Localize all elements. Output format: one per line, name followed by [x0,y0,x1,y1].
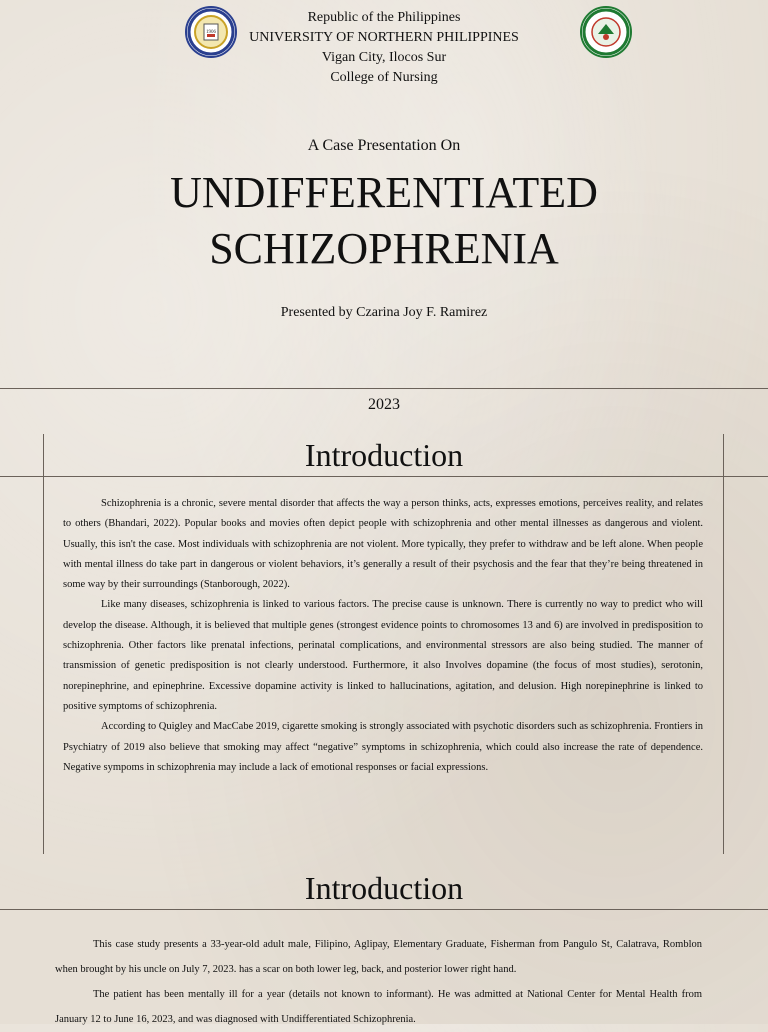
cover-page [0,0,768,434]
intro-heading-divider [0,476,768,477]
case-intro-paragraph: This case study presents a 33-year-old adult male, Filipino, Aglipay, Elementary Graduate, Fisherman from Pangulo St, Calatrava, Romblon when brought by his uncle on July 7, 2023. has a scar on both lower leg, back, and posterior lower right hand. [55,939,702,975]
intro-heading: Introduction [304,437,464,473]
college-of-nursing-seal-icon [580,6,632,58]
header-line-university: UNIVERSITY OF NORTHERN PHILIPPINES [249,30,519,45]
title-line-2: SCHIZOPHRENIA [209,224,559,273]
case-intro-body [55,932,702,1032]
intro-paragraph: Like many diseases, schizophrenia is linked to various factors. The precise cause is unknown. There is currently no way to predict who will develop the disease. Although, it is believed that multiple genes (strongest evidence points to chromosomes 13 and 6) are involved in predisposition to schizophrenia. Other factors like prenatal infections, perinatal complications, and environmental stressors are also being studied. The manner of transmission of genetic predisposition is not clearly understood. Furthermore, it also Involves dopamine (the focus of most studies), serotonin, norepinephrine, and epinephrine. Excessive dopamine activity is linked to hallucinations, agitation, and delusion. High norepinephrine is linked to positive symptoms of schizophrenia. [63,599,703,712]
case-intro-heading-divider [0,909,768,910]
intro-paragraph: According to Quigley and MacCabe 2019, cigarette smoking is strongly associated with psychotic disorders such as schizophrenia. Frontiers in Psychiatry of 2019 also believe that smoking may affect “negative” symptoms in schizophrenia, which could also increase the rate of dependence. Negative sympoms in schizophrenia may include a lack of emotional responses or facial expressions. [63,721,703,773]
intro-paragraph: Schizophrenia is a chronic, severe mental disorder that affects the way a person thinks, acts, expresses emotions, perceives reality, and relates to others (Bhandari, 2022). Popular books and movies often depict people with schizophrenia and other mental illnesses as dangerous and violent. Usually, this isn't the case. Most individuals with schizophrenia are not violent. More typically, they prefer to withdraw and be left alone. When people with mental illness do take part in dangerous or violent behaviors, it’s generally a result of their psychosis and the fear that they’re being threatened in some way by their surroundings (Stanborough, 2022). [63,498,703,591]
page-right-border [723,434,724,854]
intro-body [63,494,703,778]
svg-text:1906: 1906 [206,30,216,35]
presentation-title [0,165,768,277]
presenter-name: Presented by Czarina Joy F. Ramirez [280,305,488,320]
case-intro-heading: Introduction [304,870,464,906]
page-left-border [43,434,44,854]
header-line-city: Vigan City, Ilocos Sur [321,50,447,65]
institution-header [0,8,768,88]
header-line-republic: Republic of the Philippines [307,10,461,25]
title-line-1: UNDIFFERENTIATED [170,168,598,217]
header-line-college: College of Nursing [330,70,438,85]
presentation-year: 2023 [368,396,400,413]
case-intro-paragraph: The patient has been mentally ill for a year (details not known to informant). He was admitted at National Center for Mental Health from January 12 to June 16, 2023, and was diagnosed with Undifferentiated Schizophrenia. [55,989,702,1025]
cover-divider [0,388,768,389]
presentation-subtitle: A Case Presentation On [307,137,461,154]
